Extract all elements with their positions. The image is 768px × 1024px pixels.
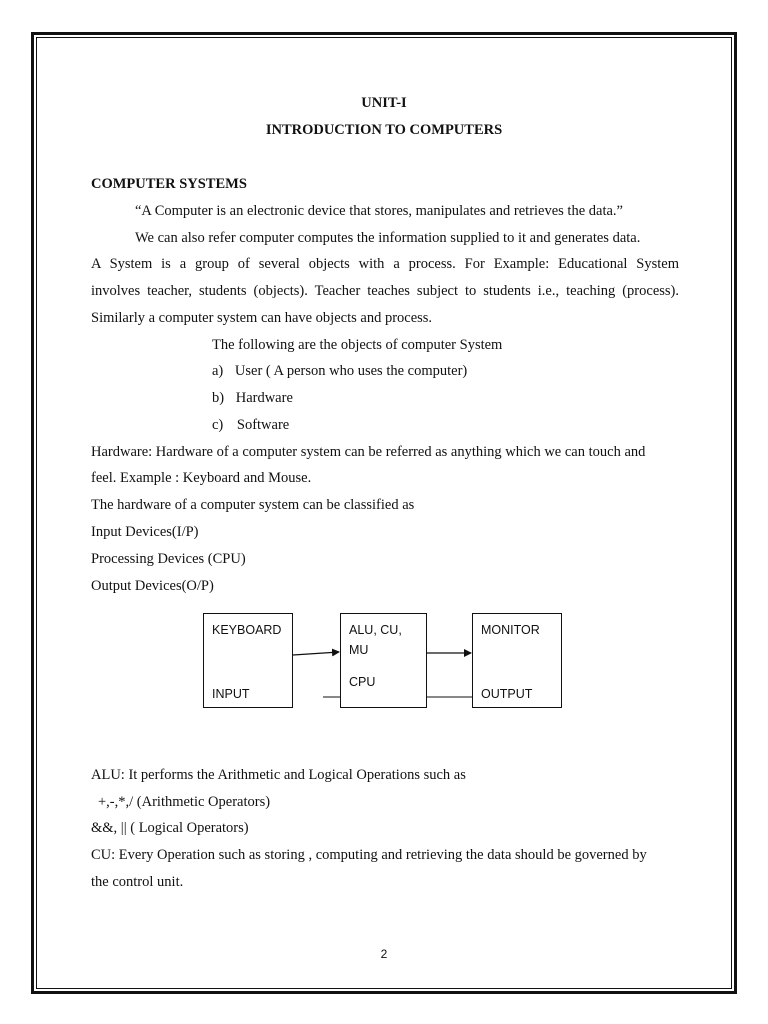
class-input-devices: Input Devices(I/P) [91, 524, 199, 540]
list-text: User ( A person who uses the computer) [234, 363, 468, 379]
hardware-line-1: Hardware: Hardware of a computer system can be referred as anything which we can touch and [91, 444, 646, 460]
list-text: Software [236, 417, 290, 433]
hardware-line-2: feel. Example : Keyboard and Mouse. [91, 470, 312, 486]
box-label-output: OUTPUT [481, 687, 533, 701]
unit-heading: UNIT-I [361, 95, 407, 111]
box-label-input: INPUT [212, 687, 250, 701]
class-processing-devices: Processing Devices (CPU) [91, 551, 246, 567]
diagram-input-box [203, 613, 293, 708]
box-label-keyboard: KEYBOARD [212, 623, 282, 637]
list-marker: b) [212, 390, 225, 406]
diagram-cpu-box [340, 613, 427, 708]
list-item [212, 362, 467, 380]
page-number: 2 [380, 947, 388, 961]
list-marker: c) [212, 417, 224, 433]
box-label-cpu: CPU [349, 675, 376, 689]
list-text: Hardware [235, 390, 293, 406]
paragraph-system-line-2: involves teacher, students (objects). Teacher teaches subject to students i.e., teaching (process). [91, 283, 679, 299]
class-output-devices: Output Devices(O/P) [91, 578, 214, 594]
objects-intro: The following are the objects of computer System [212, 337, 503, 353]
chapter-title: INTRODUCTION TO COMPUTERS [265, 122, 503, 138]
alu-line-1: ALU: It performs the Arithmetic and Logical Operations such as [91, 767, 466, 783]
box-label-alu-cu: ALU, CU, [349, 623, 402, 637]
hardware-classified: The hardware of a computer system can be classified as [91, 497, 415, 513]
list-item [212, 389, 293, 407]
list-item [212, 416, 289, 434]
definition-quote: “A Computer is an electronic device that stores, manipulates and retrieves the data.” [135, 203, 623, 219]
box-label-mu: MU [349, 643, 369, 657]
section-heading: COMPUTER SYSTEMS [91, 176, 247, 192]
list-marker: a) [212, 363, 224, 379]
box-label-monitor: MONITOR [481, 623, 540, 637]
cu-line-2: the control unit. [91, 874, 184, 890]
paragraph-computes: We can also refer computer computes the information supplied to it and generates data. [135, 230, 641, 246]
cu-line-1: CU: Every Operation such as storing , computing and retrieving the data should be governed by [91, 847, 647, 863]
alu-line-3: &&, || ( Logical Operators) [91, 820, 249, 836]
paragraph-system-line-3: Similarly a computer system can have objects and process. [91, 310, 433, 326]
paragraph-system-line-1: A System is a group of several objects with a process. For Example: Educational System [91, 256, 679, 272]
diagram-output-box [472, 613, 562, 708]
alu-line-2: +,-,*,/ (Arithmetic Operators) [98, 794, 271, 810]
